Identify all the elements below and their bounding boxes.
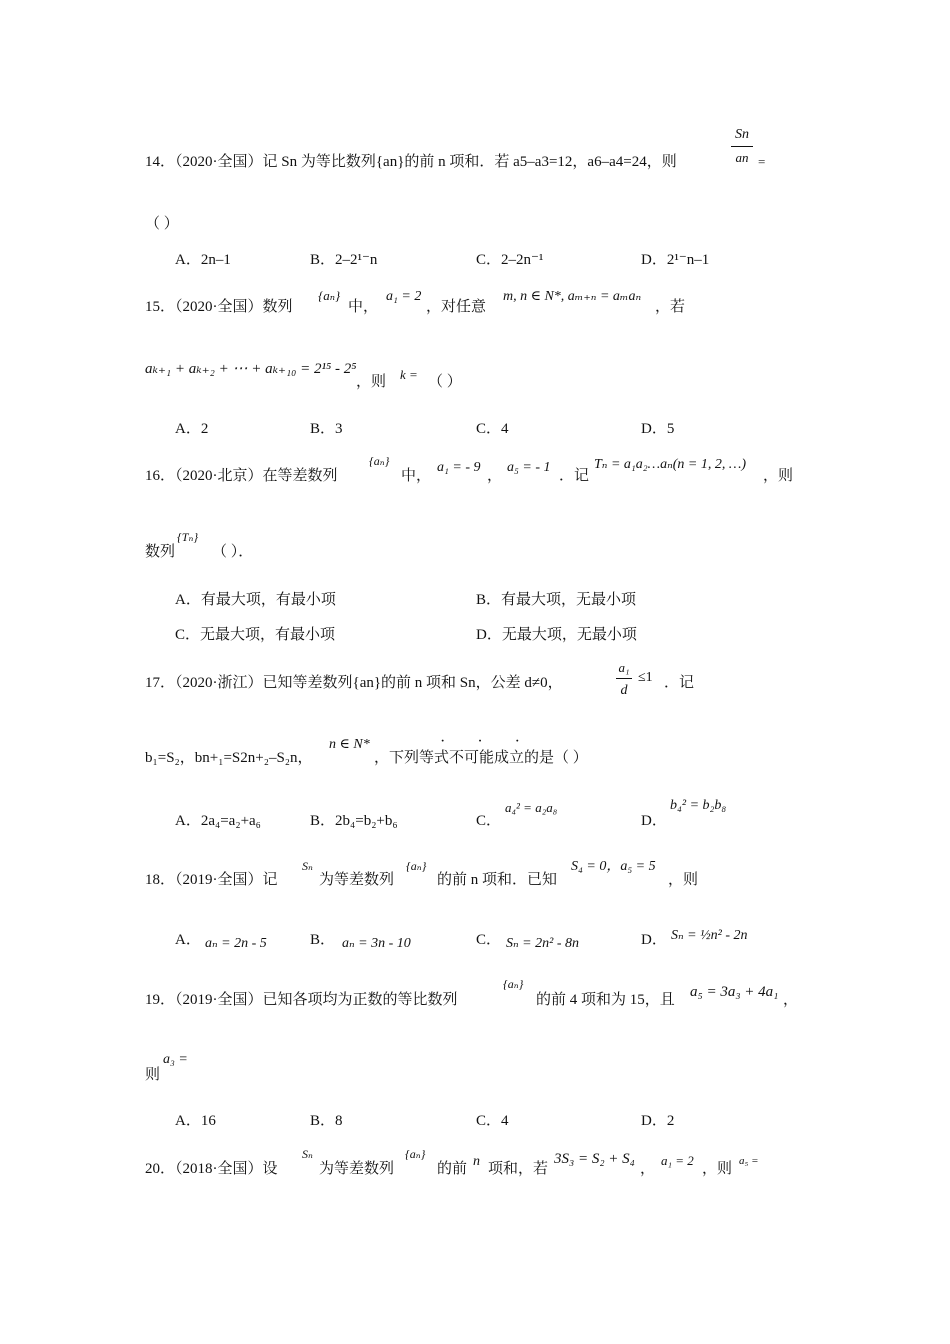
q14-equals: = — [758, 154, 766, 169]
q20-condition-expr: 3S₃ = S₂ + S₄ — [554, 1151, 635, 1167]
q20-stem-part5: ，则 — [702, 1161, 733, 1177]
q18-option-c-expr: Sₙ = 2n² - 8n — [506, 936, 579, 951]
q16-option-b: B．有最大项，无最小项 — [476, 592, 637, 608]
q20-sn: Sₙ — [302, 1147, 313, 1161]
q17-stem: 17．（2020·浙江）已知等差数列{an}的前 n 项和 Sn，公差 d≠0， — [145, 675, 563, 691]
q19-option-d: D．2 — [641, 1113, 675, 1129]
q20-stem-part3: 的前 — [437, 1161, 468, 1177]
q16-option-c: C．无最大项，有最小项 — [175, 627, 336, 643]
q18-condition-expr: S₄ = 0，a₅ = 5 — [571, 859, 656, 874]
q18-option-b-expr: aₙ = 3n - 10 — [342, 936, 411, 951]
q16-option-a: A．有最大项，有最小项 — [175, 592, 336, 608]
q20-stem-part1: 20．（2018·全国）设 — [145, 1161, 278, 1177]
q17-option-a: A．2a₄=a₂+a₆ — [175, 813, 261, 829]
q17-emphasis-dots: · · · — [440, 733, 534, 750]
q17-option-b: B．2b₄=b₂+b₆ — [310, 813, 398, 829]
q15-condition-expr: m, n ∈ N*, aₘ₊ₙ = aₘaₙ — [503, 289, 642, 304]
q15-option-a: A．2 — [175, 421, 209, 437]
q16-sequence: {aₙ} — [369, 454, 390, 468]
q14-option-c: C．2–2n⁻¹ — [476, 252, 544, 268]
q14-stem: 14．（2020·全国）记 Sn 为等比数列{an}的前 n 项和．若 a5–a3=12，a6–a4=24，则 — [145, 154, 677, 170]
q15-k-expr: k = — [400, 367, 418, 382]
q19-a3-expr: a₃ = — [163, 1052, 188, 1067]
q16-comma: ， — [487, 468, 503, 484]
q20-stem-part2: 为等差数列 — [319, 1161, 395, 1177]
q17-le-one: ≤1 — [638, 670, 653, 685]
q18-option-a-expr: aₙ = 2n - 5 — [205, 936, 267, 951]
q18-stem-part1: 18．（2019·全国）记 — [145, 872, 278, 888]
q15-option-b: B．3 — [310, 421, 343, 437]
q18-option-a-label: A． — [175, 932, 201, 948]
q19-stem-part3: ， — [783, 992, 799, 1008]
q15-option-c: C．4 — [476, 421, 509, 437]
q14-frac-bar — [731, 146, 753, 147]
q18-stem-part4: ，则 — [668, 872, 699, 888]
q15-option-d: D．5 — [641, 421, 675, 437]
q18-stem-part3: 的前 n 项和．已知 — [437, 872, 558, 888]
q16-a1-expr: a₁ = - 9 — [437, 460, 481, 475]
q17-option-d-label: D． — [641, 813, 667, 829]
q18-stem-part2: 为等差数列 — [319, 872, 395, 888]
q14-option-b: B．2–2¹⁻n — [310, 252, 378, 268]
q20-a5-expr: a₅ = — [739, 1155, 759, 1167]
q14-answer-paren: （ ） — [145, 216, 179, 232]
q16-stem-part2: 中， — [401, 468, 432, 484]
q15-stem-part4: ，若 — [655, 299, 686, 315]
q19-condition-expr: a₅ = 3a₃ + 4a₁ — [690, 984, 779, 1000]
q15-a1-expr: a₁ = 2 — [386, 289, 422, 304]
q16-tn-sequence: {Tₙ} — [177, 530, 199, 544]
q15-sequence: {aₙ} — [318, 288, 341, 303]
q15-sum-expr: aₖ₊₁ + aₖ₊₂ + ⋯ + aₖ₊₁₀ = 2¹⁵ - 2⁵ — [145, 361, 357, 377]
q19-stem-part2: 的前 4 项和为 15，且 — [536, 992, 675, 1008]
q19-option-c: C．4 — [476, 1113, 509, 1129]
q15-stem-part1: 15．（2020·全国）数列 — [145, 299, 293, 315]
q20-stem-part4: 项和，若 — [488, 1161, 549, 1177]
q15-stem-part2: 中， — [348, 299, 379, 315]
q16-line2-label: 数列 — [145, 544, 176, 560]
q17-option-c-label: C． — [476, 813, 502, 829]
q15-answer-paren: （ ） — [428, 374, 462, 390]
q19-option-b: B．8 — [310, 1113, 343, 1129]
q19-option-a: A．16 — [175, 1113, 216, 1129]
q16-stem-part1: 16．（2020·北京）在等差数列 — [145, 468, 338, 484]
q17-n-in-N: n ∈ N* — [329, 737, 370, 752]
q18-option-d-expr: Sₙ = ½n² - 2n — [671, 928, 748, 943]
q14-option-d: D．2¹⁻n–1 — [641, 252, 710, 268]
q17-frac-denominator: d — [620, 683, 628, 698]
q20-sequence: {aₙ} — [405, 1147, 426, 1161]
q17-frac-bar — [616, 678, 632, 679]
q17-option-c-expr: a₄² = a₂a₈ — [505, 800, 558, 815]
q16-answer-paren: （ ）． — [212, 544, 254, 560]
q15-stem-part3: ，对任意 — [426, 299, 487, 315]
q17-line2: b₁=S₂，bn+₁=S2n+₂–S₂n， — [145, 750, 313, 766]
q14-frac-numerator: Sn — [735, 127, 749, 142]
q19-sequence: {aₙ} — [503, 977, 524, 991]
q18-sequence: {aₙ} — [406, 859, 427, 873]
q17-line2-question: ，下列等式不可能成立的是（ ） — [374, 750, 588, 766]
q20-comma: ， — [640, 1161, 656, 1177]
q18-option-c-label: C． — [476, 932, 502, 948]
q19-stem-part1: 19．（2019·全国）已知各项均为正数的等比数列 — [145, 992, 458, 1008]
q15-line2-then: ，则 — [356, 374, 387, 390]
q18-option-d-label: D． — [641, 932, 667, 948]
q20-a1-expr: a₁ = 2 — [661, 1153, 694, 1168]
q18-sn: Sₙ — [302, 859, 313, 873]
q17-frac-numerator: a₁ — [618, 660, 630, 675]
q19-line2-then: 则 — [145, 1067, 161, 1083]
q14-frac-denominator: an — [735, 150, 749, 165]
q17-option-d-expr: b₄² = b₂b₈ — [670, 798, 727, 813]
q18-option-b-label: B． — [310, 932, 336, 948]
q16-stem-part3: ．记 — [559, 468, 590, 484]
q20-n: n — [473, 1154, 480, 1169]
q16-stem-part4: ，则 — [763, 468, 794, 484]
q14-option-a: A．2n–1 — [175, 252, 231, 268]
q16-tn-expr: Tₙ = a₁a₂…aₙ(n = 1, 2, …) — [594, 457, 746, 472]
q16-option-d: D．无最大项，无最小项 — [476, 627, 637, 643]
q16-a5-expr: a₅ = - 1 — [507, 460, 551, 475]
q17-stem-part2: ．记 — [664, 675, 695, 691]
